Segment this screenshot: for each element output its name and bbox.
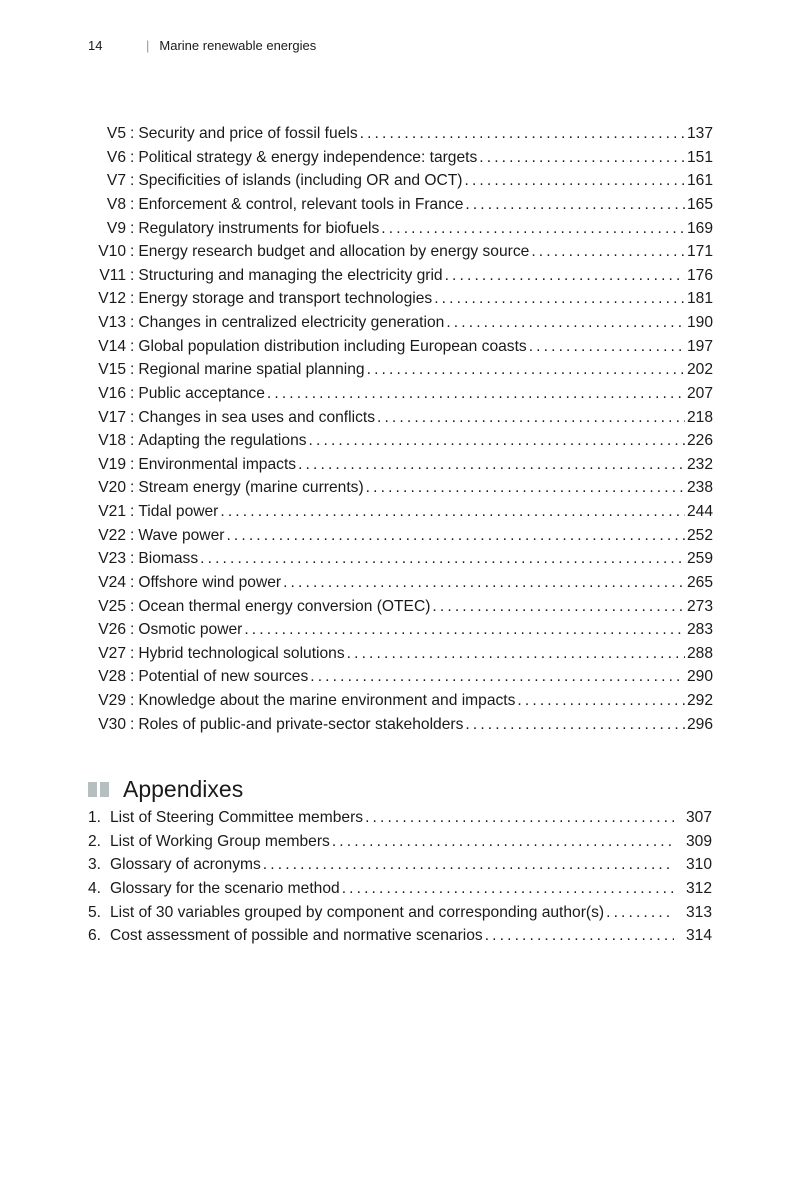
entry-title: Adapting the regulations [138,432,307,450]
entry-page: 238 [686,479,713,497]
colon: : [130,573,135,591]
colon: : [130,408,135,426]
variable-label: V17 [98,408,126,426]
entry-title: List of Steering Committee members [110,809,364,826]
toc-entry[interactable] [86,689,713,713]
dot-leader [377,406,685,430]
colon: : [130,432,135,450]
variable-label: V9 [106,219,126,237]
entry-title: Cost assessment of possible and normative scenarios [110,927,483,945]
toc-entry[interactable] [86,169,713,193]
dot-leader [531,240,685,264]
dot-leader [332,830,674,854]
colon: : [130,644,135,662]
appendix-entry[interactable] [88,877,712,901]
entry-page: 309 [685,832,712,850]
colon: : [130,195,135,213]
appendix-entry[interactable] [88,830,712,854]
entry-title: List of Working Group members [110,832,330,850]
entry-page: 197 [686,337,713,355]
entry-title: Ocean thermal energy conversion (OTEC) [138,597,431,615]
colon: : [130,526,135,544]
entry-title: Regional marine spatial planning [138,361,365,379]
dot-leader [517,689,685,713]
entry-page: 273 [686,597,713,615]
colon: : [130,290,135,308]
entry-title: Offshore wind power [138,573,282,591]
entry-title: Glossary for the scenario method [110,879,340,897]
colon: : [130,314,135,331]
variable-label: V10 [98,243,126,261]
variable-label: V24 [98,573,126,591]
variable-label: V27 [98,644,126,662]
toc-entry[interactable] [86,311,713,335]
dot-leader [283,571,685,595]
dot-leader [465,193,685,217]
dot-leader [263,853,674,877]
entry-title: Hybrid technological solutions [138,644,345,662]
variable-label: V12 [98,290,126,308]
entry-page: 307 [685,809,712,826]
variable-label: V14 [98,337,126,355]
dot-leader [365,806,674,830]
dot-leader [485,924,674,948]
page-number: 14 [88,38,103,53]
entry-title: Energy research budget and allocation by energy source [138,243,530,261]
variable-label: V19 [98,455,126,473]
variable-label: V29 [98,692,126,709]
variable-label: V26 [98,621,126,639]
variable-label: V30 [98,715,126,733]
entry-title: Public acceptance [138,384,265,402]
appendix-number: 1. [88,809,102,826]
entry-page: 288 [686,644,713,662]
colon: : [130,597,135,615]
appendix-number: 2. [88,832,102,850]
entry-page: 226 [686,432,713,450]
variable-label: V18 [98,432,126,450]
variable-label: V22 [98,526,126,544]
colon: : [130,243,135,261]
variable-label: V23 [98,550,126,568]
variable-label: V16 [98,384,126,402]
entry-title: List of 30 variables grouped by component and corresponding author(s) [110,903,605,921]
entry-title: Osmotic power [138,621,243,639]
entry-title: Regulatory instruments for biofuels [138,219,380,237]
entry-page: 312 [685,879,712,897]
entry-title: Potential of new sources [138,668,309,686]
dot-leader [347,642,685,666]
toc-entry[interactable] [86,217,713,241]
colon: : [130,692,135,709]
appendix-number: 3. [88,856,102,874]
colon: : [130,361,135,379]
entry-page: 151 [686,148,713,166]
toc-entry[interactable] [86,547,713,571]
dot-leader [360,122,685,146]
variable-label: V13 [98,314,126,331]
dot-leader [220,500,685,524]
toc-entry[interactable] [86,193,713,217]
dot-leader [445,264,685,288]
colon: : [130,621,135,639]
entry-title: Changes in sea uses and conflicts [138,408,375,426]
appendixes-heading [88,776,243,803]
dot-leader [446,311,685,335]
toc-entry[interactable] [86,713,713,737]
dot-leader [479,146,685,170]
entry-page: 165 [686,195,713,213]
dot-leader [367,358,685,382]
variable-label: V8 [106,195,126,213]
table-of-contents [86,122,713,736]
toc-entry[interactable] [86,382,713,406]
toc-entry[interactable] [86,665,713,689]
variable-label: V5 [106,125,126,142]
entry-title: Roles of public-and private-sector stakeholders [138,715,464,733]
entry-title: Knowledge about the marine environment and impacts [138,692,516,709]
entry-title: Global population distribution including European coasts [138,337,527,355]
entry-page: 176 [686,266,713,284]
entry-page: 296 [686,715,713,733]
entry-page: 218 [686,408,713,426]
colon: : [130,219,135,237]
entry-page: 181 [686,290,713,308]
toc-entry[interactable] [86,287,713,311]
entry-title: Environmental impacts [138,455,297,473]
entry-page: 252 [686,526,713,544]
entry-page: 190 [686,314,713,331]
heading-marker-icon [88,782,97,797]
variable-label: V6 [106,148,126,166]
entry-title: Political strategy & energy independence: targets [138,148,478,166]
header-divider: | [146,38,150,53]
entry-page: 161 [686,172,713,190]
appendix-entry[interactable] [88,853,712,877]
appendixes-title: Appendixes [123,776,244,802]
appendix-entry[interactable] [88,924,712,948]
colon: : [130,550,135,568]
variable-label: V7 [106,172,126,190]
dot-leader [226,524,685,548]
dot-leader [464,169,684,193]
entry-page: 244 [686,503,713,520]
toc-entry[interactable] [86,358,713,382]
variable-label: V25 [98,597,126,615]
entry-page: 232 [686,455,713,473]
running-title: Marine renewable energies [159,38,317,53]
entry-title: Changes in centralized electricity generation [138,314,445,331]
dot-leader [200,547,685,571]
entry-page: 313 [685,903,712,921]
dot-leader [267,382,685,406]
colon: : [130,384,135,402]
entry-title: Biomass [138,550,199,568]
entry-page: 207 [686,384,713,402]
colon: : [130,172,135,190]
toc-entry[interactable] [86,122,713,146]
dot-leader [309,429,685,453]
dot-leader [298,453,685,477]
entry-page: 290 [686,668,713,686]
entry-title: Glossary of acronyms [110,856,261,874]
toc-entry[interactable] [86,642,713,666]
toc-entry[interactable] [86,146,713,170]
entry-page: 259 [686,550,713,568]
colon: : [130,455,135,473]
entry-page: 283 [686,621,713,639]
dot-leader [606,901,674,925]
appendixes-list [88,806,712,948]
toc-entry[interactable] [86,335,713,359]
toc-entry[interactable] [86,453,713,477]
variable-label: V28 [98,668,126,686]
toc-entry[interactable] [86,524,713,548]
colon: : [130,479,135,497]
variable-label: V15 [98,361,126,379]
entry-title: Energy storage and transport technologies [138,290,433,308]
variable-label: V20 [98,479,126,497]
entry-title: Enforcement & control, relevant tools in France [138,195,464,213]
dot-leader [432,595,685,619]
dot-leader [310,665,685,689]
dot-leader [342,877,674,901]
colon: : [130,503,135,520]
toc-entry[interactable] [86,406,713,430]
toc-entry[interactable] [86,595,713,619]
entry-page: 265 [686,573,713,591]
entry-title: Tidal power [138,503,219,520]
toc-entry[interactable] [86,618,713,642]
dot-leader [381,217,685,241]
appendix-number: 4. [88,879,102,897]
entry-page: 292 [686,692,713,709]
entry-page: 310 [685,856,712,874]
dot-leader [434,287,685,311]
variable-label: V11 [99,266,126,284]
toc-entry[interactable] [86,240,713,264]
entry-page: 202 [686,361,713,379]
toc-entry[interactable] [86,571,713,595]
entry-title: Stream energy (marine currents) [138,479,364,497]
entry-page: 137 [686,125,713,142]
colon: : [130,266,135,284]
dot-leader [529,335,685,359]
colon: : [130,337,135,355]
entry-title: Security and price of fossil fuels [138,125,358,142]
toc-entry[interactable] [86,500,713,524]
dot-leader [244,618,685,642]
heading-marker-icon [100,782,109,797]
appendix-number: 6. [88,927,102,945]
variable-label: V21 [98,503,126,520]
entry-title: Structuring and managing the electricity grid [138,266,443,284]
colon: : [130,715,135,733]
colon: : [130,668,135,686]
toc-entry[interactable] [86,264,713,288]
entry-page: 171 [686,243,713,261]
entry-page: 314 [685,927,712,945]
running-header [88,38,316,53]
entry-page: 169 [686,219,713,237]
dot-leader [465,713,685,737]
appendix-entry[interactable] [88,806,712,830]
colon: : [130,125,135,142]
entry-title: Specificities of islands (including OR and OCT) [138,172,463,190]
appendix-entry[interactable] [88,901,712,925]
dot-leader [366,476,685,500]
toc-entry[interactable] [86,429,713,453]
appendix-number: 5. [88,903,102,921]
entry-title: Wave power [138,526,225,544]
toc-entry[interactable] [86,476,713,500]
colon: : [130,148,135,166]
